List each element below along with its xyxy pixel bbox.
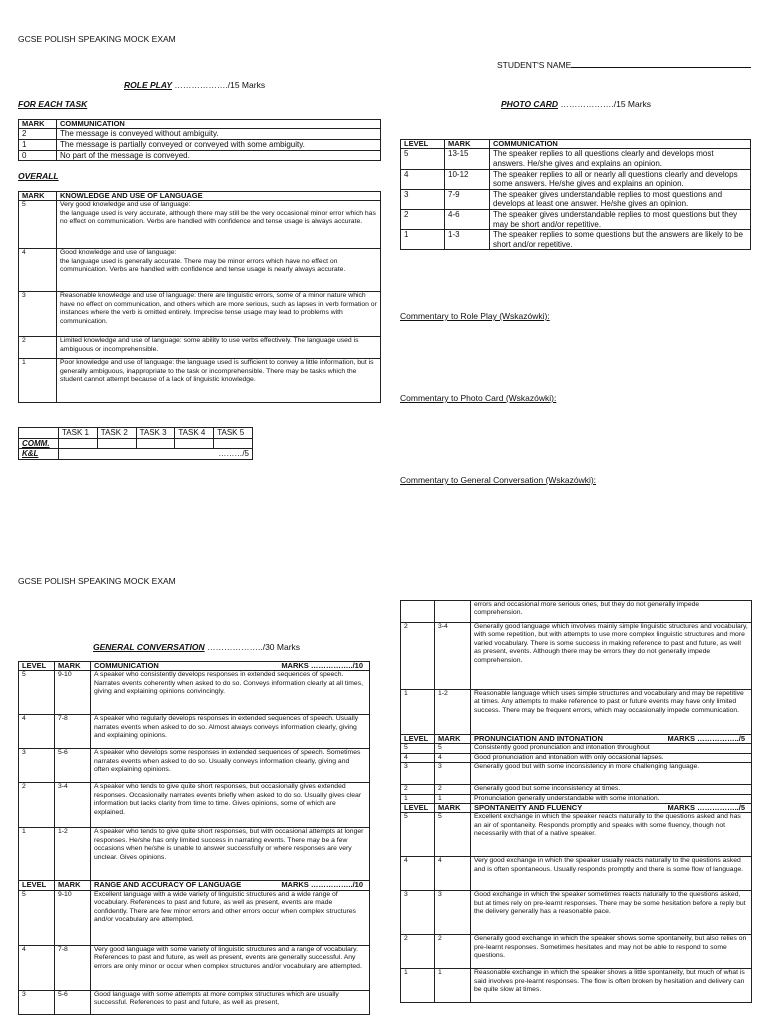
for-each-task-label: FOR EACH TASK (18, 99, 88, 109)
table-cell: 4 (401, 753, 435, 762)
task-score-table (18, 427, 253, 460)
photo-card-marks: ………………./15 Marks (560, 99, 652, 109)
table-cell: Good exchange in which the speaker sometimes reacts naturally to the questions asked, but at times rely on pre-learnt responses. There may be some hesitation before a reply but the delivery generally has a reasonable pace. (471, 891, 752, 935)
table-cell: A speaker who regularly develops responses in extended sequences of speech. Usually narrates events when asked to do so. Almost always conveys information clearly, giving and explaining opinions. (91, 715, 370, 749)
table-header: LEVEL (401, 735, 435, 744)
table-cell: The speaker gives understandable replies to most questions but they may be short and/or repetitive. (490, 209, 751, 229)
table-header: SPONTANEITY AND FLUENCY (474, 803, 583, 813)
table-cell: 2 (435, 935, 471, 969)
table-cell: 7-8 (55, 945, 91, 990)
table-cell: Generally good language which involves mainly simple linguistic structures and vocabulary, with some repetition, but with attempts to use more complex linguistic structures and more varied vocabulary. There is some success in making reference to past and future, as well as present, events. Although there may be errors they do not generally impede comprehension. (471, 623, 752, 690)
table-header: MARK (55, 881, 91, 890)
table-cell: 1 (435, 969, 471, 1003)
table-cell: 3 (435, 763, 471, 785)
table-cell: 1-3 (445, 230, 490, 250)
table-cell: 3 (19, 990, 55, 1014)
table-cell: 5 (401, 813, 435, 857)
table-cell: The speaker replies to all or nearly all questions clearly and develops some answers. He/she gives and explains an opinion. (490, 169, 751, 189)
page-title: GCSE POLISH SPEAKING MOCK EXAM (18, 34, 176, 44)
table-header: COMMUNICATION (94, 661, 159, 670)
table-header: TASK 3 (136, 428, 175, 439)
gc-pronunciation-spontaneity-table (400, 600, 752, 1003)
table-cell: Good pronunciation and intonation with only occasional lapses. (471, 753, 752, 762)
table-cell: 13-15 (445, 149, 490, 169)
table-header: TASK 2 (97, 428, 136, 439)
marks-field[interactable]: MARKS ……………../5 (667, 803, 745, 813)
photo-card-table (400, 139, 751, 250)
table-cell: 5 (435, 813, 471, 857)
communication-table (18, 119, 381, 161)
gc-marks: ………………../30 Marks (207, 642, 301, 652)
table-cell: Poor knowledge and use of language: the language used is sufficient to convey a little information, but is generally ambiguous, inappropriate to the task or incomprehensible. There may be tasks which the student cannot attempt because of a lack of linguistic knowledge. (57, 359, 381, 403)
gc-label: GENERAL CONVERSATION (93, 642, 205, 652)
table-cell: 3 (401, 763, 435, 785)
table-cell: Pronunciation generally understandable with some intonation. (471, 794, 752, 803)
table-cell: 1-2 (435, 690, 471, 735)
table-header: MARK (19, 192, 57, 201)
table-cell: 3 (401, 891, 435, 935)
table-cell: 4 (19, 945, 55, 990)
table-cell: 1 (19, 140, 57, 151)
table-cell: 4 (19, 715, 55, 749)
table-cell: 5-6 (55, 749, 91, 783)
table-cell: 5 (19, 890, 55, 945)
table-cell: 3-4 (55, 783, 91, 828)
table-cell: The speaker replies to some questions but the answers are likely to be short and/or repetitive. (490, 230, 751, 250)
table-cell: The speaker replies to all questions clearly and develops most answers. He/she gives and explains an opinion. (490, 149, 751, 169)
table-cell: 0 (19, 150, 57, 161)
commentary-role-play: Commentary to Role Play (Wskazówki): (400, 311, 550, 321)
overall-label: OVERALL (18, 171, 59, 181)
table-cell: Generally good but with some inconsistency in more challenging language. (471, 763, 752, 785)
table-cell: 1 (401, 690, 435, 735)
table-cell: No part of the message is conveyed. (57, 150, 381, 161)
table-header: LEVEL (19, 662, 55, 671)
table-cell: 5 (19, 201, 57, 249)
student-name-label: STUDENT'S NAME (497, 60, 572, 70)
table-header: RANGE AND ACCURACY OF LANGUAGE (94, 880, 242, 890)
table-cell: Very good language with some variety of linguistic structures and a range of vocabulary. References to past and future, as well as present, events are generally successful. Any errors are only minor or occur when complex structures and/or vocabulary are attempted. (91, 945, 370, 990)
table-cell: 5 (435, 744, 471, 753)
table-cell: 5 (401, 149, 445, 169)
table-cell: A speaker who tends to give quite short responses, but occasionally gives extended responses. Occasionally narrates events briefly when asked to do so. Usually gives clear information but lacks clarity from time to time. Gives opinions, some of which are explained. (91, 783, 370, 828)
table-cell: Limited knowledge and use of language: some ability to use verbs effectively. The language used is ambiguous or incomprehensible. (57, 337, 381, 359)
table-header: COMMUNICATION (490, 140, 751, 149)
table-cell: Very good exchange in which the speaker usually reacts naturally to the questions asked and is often spontaneous. Usually responds promptly and there is some flow of language. (471, 857, 752, 891)
general-conversation-heading (93, 642, 300, 652)
marks-field[interactable]: MARKS ……………../5 (667, 734, 745, 743)
table-header: LEVEL (19, 881, 55, 890)
table-cell: Good knowledge and use of language: the language used is generally accurate. There may be minor errors which have no effect on communication. Verbs are handled with confidence and tense usage is nearly always accurate. (57, 249, 381, 292)
table-cell: errors and occasional more serious ones, but they do not generally impede comprehension. (471, 601, 752, 623)
role-play-marks: ………………./15 Marks (174, 80, 266, 90)
table-cell: Good language with some attempts at more complex structures which are usually successful. References to past and future, as well as present, (91, 990, 370, 1014)
role-play-heading (124, 80, 265, 90)
table-cell: Generally good exchange in which the speaker shows some spontaneity, but also relies on pre-learnt responses. Sometimes hesitates and may not be able to respond to some questions. (471, 935, 752, 969)
table-cell: 3-4 (435, 623, 471, 690)
photo-card-heading (501, 99, 651, 109)
table-cell: 7-9 (445, 189, 490, 209)
table-header: MARK (435, 735, 471, 744)
table-cell: Excellent exchange in which the speaker reacts naturally to the questions asked and has an air of spontaneity. Responds promptly and speaks with some fluency, though not necessarily with that of a native speaker. (471, 813, 752, 857)
table-header: TASK 4 (175, 428, 214, 439)
table-cell: A speaker who consistently develops responses in extended sequences of speech. Narrates events coherently when asked to do so. Conveys information clearly at all times, giving and explaining opinions convincingly. (91, 671, 370, 715)
marks-field[interactable]: MARKS ……………../10 (281, 661, 363, 670)
table-cell: Reasonable language which uses simple structures and vocabulary and may be repetitive at times. Any attempts to make reference to past or future events may have only limited success. There may be frequent errors, which may occasionally impede communication. (471, 690, 752, 735)
table-cell: 2 (401, 623, 435, 690)
table-cell: 1-2 (55, 828, 91, 881)
table-cell: 1 (401, 969, 435, 1003)
table-cell: 4 (401, 857, 435, 891)
table-cell: 2 (401, 935, 435, 969)
commentary-general-conversation: Commentary to General Conversation (Wskazówki): (400, 475, 597, 485)
table-cell: Very good knowledge and use of language: the language used is very accurate, although there may still be the very occasional minor error which has no effect on communication. Verbs are handled with confidence and tense usage is always accurate. (57, 201, 381, 249)
table-cell: 4 (435, 753, 471, 762)
table-cell: 5-6 (55, 990, 91, 1014)
table-cell: 2 (401, 209, 445, 229)
table-cell: 5 (401, 744, 435, 753)
commentary-photo-card: Commentary to Photo Card (Wskazówki): (400, 393, 557, 403)
gc-communication-range-table (18, 661, 370, 1015)
page-title: GCSE POLISH SPEAKING MOCK EXAM (18, 576, 176, 586)
table-header: MARK (435, 804, 471, 813)
table-cell: 2 (19, 129, 57, 140)
table-cell: 1 (401, 794, 435, 803)
table-cell: 9-10 (55, 671, 91, 715)
score-cell[interactable] (136, 438, 175, 449)
student-name-field[interactable] (497, 59, 751, 70)
kl-total-cell[interactable]: ………/5 (59, 449, 253, 460)
table-cell: The message is partially conveyed or conveyed with some ambiguity. (57, 140, 381, 151)
table-cell: 3 (401, 189, 445, 209)
marks-field[interactable]: MARKS ……………../10 (281, 880, 363, 890)
table-cell: 2 (19, 783, 55, 828)
table-cell: The speaker gives understandable replies to most questions and develops at least one answer. He/she gives an opinion. (490, 189, 751, 209)
table-header: PRONUNCIATION AND INTONATION (474, 734, 603, 743)
table-cell: The message is conveyed without ambiguity. (57, 129, 381, 140)
table-cell: 1 (19, 359, 57, 403)
kl-row-label: K&L (19, 449, 59, 460)
table-cell (435, 601, 471, 623)
table-header: TASK 5 (214, 428, 253, 439)
table-header: MARK (445, 140, 490, 149)
role-play-label: ROLE PLAY (124, 80, 173, 90)
table-cell: 1 (401, 230, 445, 250)
table-cell: 3 (19, 292, 57, 337)
table-cell: 3 (19, 749, 55, 783)
table-cell: Excellent language with a wide variety of linguistic structures and a wide range of vocabulary. References to past and future, as well as present, events are made confidently. There are few minor errors and other errors occur when complex structures and/or vocabulary are attempted. (91, 890, 370, 945)
table-cell: 7-8 (55, 715, 91, 749)
photo-card-label: PHOTO CARD (501, 99, 558, 109)
score-cell[interactable] (214, 438, 253, 449)
table-header: MARK (19, 120, 57, 129)
table-cell: A speaker who tends to give quite short responses, but with occasional attempts at longer responses. He/she has only limited success in narrating events. There may be a few occasions when he/she is unable to answer successfully or where responses are very unclear. Gives opinions. (91, 828, 370, 881)
table-cell: 2 (19, 337, 57, 359)
table-cell: Consistently good pronunciation and intonation throughout (471, 744, 752, 753)
table-cell (401, 601, 435, 623)
table-header: MARK (55, 662, 91, 671)
table-cell: 4 (19, 249, 57, 292)
table-cell: A speaker who develops some responses in extended sequences of speech. Sometimes narrates events when asked to do so. Usually conveys information clearly, giving and often explaining opinions. (91, 749, 370, 783)
table-cell: Reasonable knowledge and use of language: there are linguistic errors, some of a minor nature which have no effect on communication, and others which are more serious, such as lapses in verb formation or instances where the verb is omitted entirely. Imprecise tense usage may lead to problems with communication. (57, 292, 381, 337)
table-cell: 4 (435, 857, 471, 891)
table-cell: 1 (435, 794, 471, 803)
table-cell: 5 (19, 671, 55, 715)
table-header: KNOWLEDGE AND USE OF LANGUAGE (57, 192, 381, 201)
table-cell: 4 (401, 169, 445, 189)
table-header (19, 428, 59, 439)
table-cell: Generally good but some inconsistency at times. (471, 785, 752, 794)
table-cell: Reasonable exchange in which the speaker shows a little spontaneity, but much of what is said involves pre-learnt responses. The flow is often broken by hesitation and delivery can be quite slow at times. (471, 969, 752, 1003)
table-header: LEVEL (401, 140, 445, 149)
score-cell[interactable] (97, 438, 136, 449)
table-cell: 4-6 (445, 209, 490, 229)
table-header: LEVEL (401, 804, 435, 813)
table-cell: 2 (401, 785, 435, 794)
table-cell: 1 (19, 828, 55, 881)
table-header: COMMUNICATION (57, 120, 381, 129)
score-cell[interactable] (175, 438, 214, 449)
table-cell: 9-10 (55, 890, 91, 945)
table-header: TASK 1 (59, 428, 98, 439)
table-cell: 2 (435, 785, 471, 794)
comm-row-label: COMM. (19, 438, 59, 449)
knowledge-language-table (18, 191, 381, 403)
table-cell: 10-12 (445, 169, 490, 189)
score-cell[interactable] (59, 438, 98, 449)
table-cell: 3 (435, 891, 471, 935)
